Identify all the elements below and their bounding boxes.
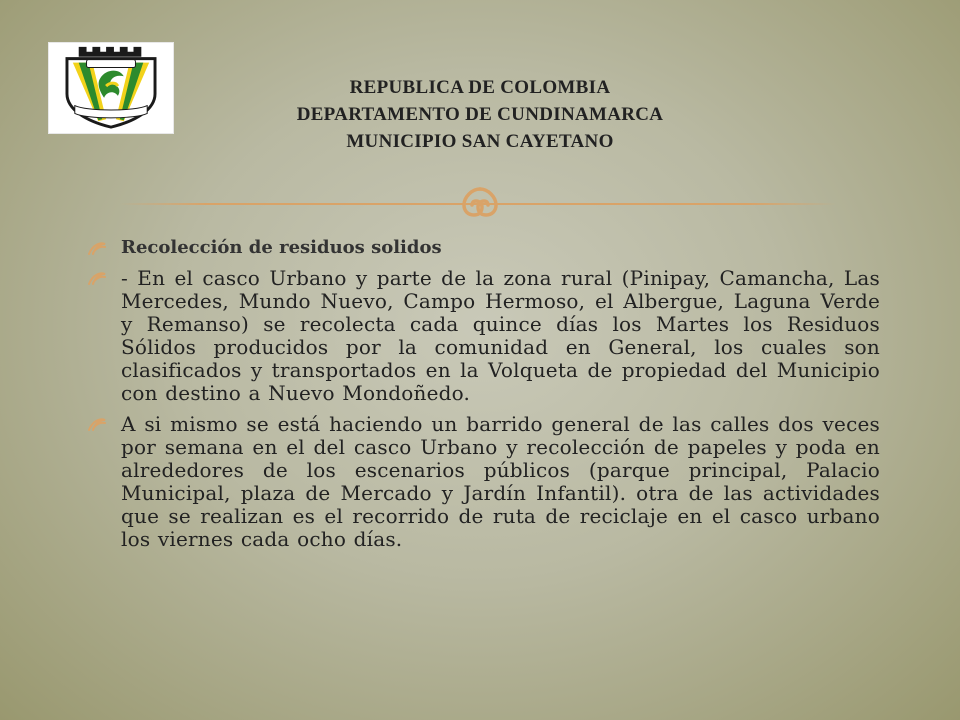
bullet-paragraph-item [86, 267, 880, 405]
bullet-icon [86, 417, 108, 433]
header-country: REPUBLICA DE COLOMBIA [349, 77, 611, 98]
bullet-icon [86, 241, 108, 257]
bullet-paragraph-item [86, 413, 880, 551]
section-heading: Recolección de residuos solidos [121, 237, 442, 258]
coat-of-arms-icon [49, 43, 173, 133]
bullet-icon [86, 271, 108, 287]
header-department: DEPARTAMENTO DE CUNDINAMARCA [296, 104, 664, 125]
bullet-heading-item [86, 237, 880, 259]
header-municipality: MUNICIPIO SAN CAYETANO [346, 131, 614, 152]
page-header [190, 74, 770, 155]
paragraph-street-sweeping: A si mismo se está haciendo un barrido general de las calles dos veces por semana en el del casco Urbano y recolección de papeles y poda en alrededores de los escenarios públicos (parque principal, Palacio Municipal, plaza de Mercado y Jardín Infantil). otra de las actividades que se realizan es el recorrido de ruta de reciclaje en el casco urbano los viernes cada ocho días. [121, 412, 880, 551]
main-content [86, 237, 880, 559]
paragraph-collection-schedule: - En el casco Urbano y parte de la zona rural (Pinipay, Camancha, Las Mercedes, Mundo Nuevo, Campo Hermoso, el Albergue, Laguna Verde y Remanso) se recolecta cada quince días los Martes los Residuos Sólidos producidos por la comunidad en General, los cuales son clasificados y transportados en la Volqueta de propiedad del Municipio con destino a Nuevo Mondoñedo. [121, 266, 880, 405]
ornament-icon [450, 184, 510, 224]
municipality-logo [48, 42, 174, 134]
